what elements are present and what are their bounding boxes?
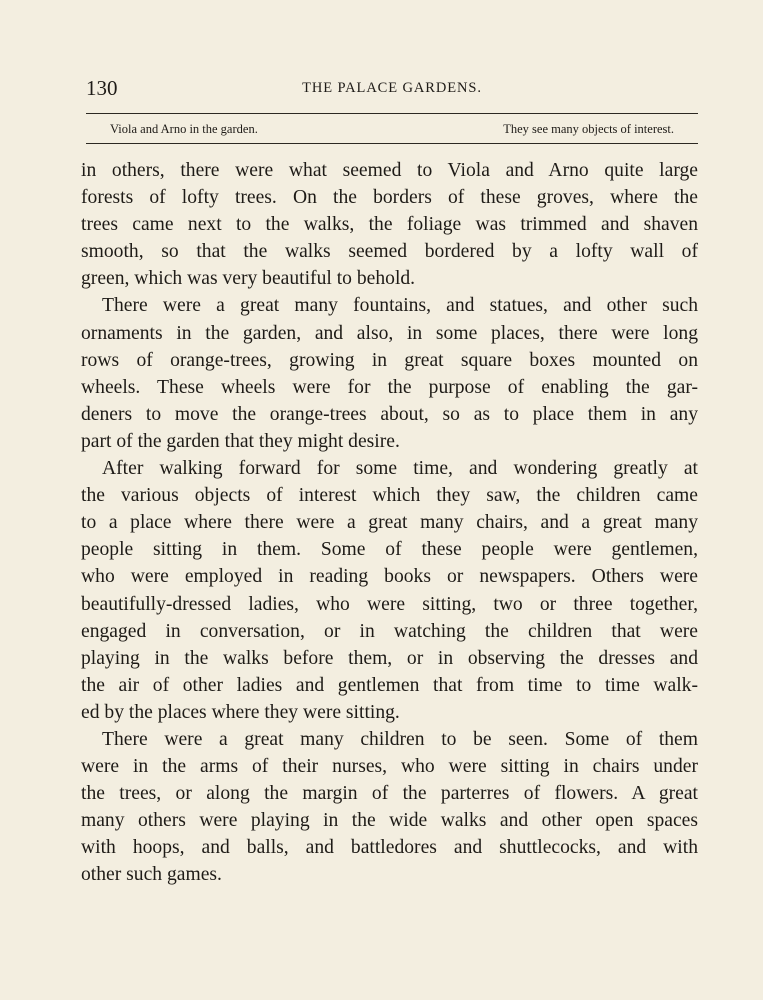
side-note-right: They see many objects of interest. [503, 122, 674, 136]
text-line: There were a great many children to be seen. Some of them [102, 728, 698, 750]
paragraph [81, 292, 698, 455]
text-line: the various objects of interest which they saw, the children came [81, 485, 698, 507]
text-line: in others, there were what seemed to Viola and Arno quite large [81, 160, 698, 181]
side-note-rule [86, 143, 698, 144]
side-notes [110, 121, 674, 139]
text-line: trees came next to the walks, the foliage was trimmed and shaven [81, 214, 698, 236]
text-line: green, which was very beautiful to behold. [81, 268, 416, 290]
text-line: engaged in conversation, or in watching the children that were [81, 620, 698, 642]
paragraph [81, 157, 698, 292]
text-line: the trees, or along the margin of the parterres of flowers. A great [81, 783, 698, 805]
text-line: the air of other ladies and gentlemen that from time to time walk- [81, 674, 698, 696]
text-line: deners to move the orange-trees about, so as to place them in any [81, 403, 698, 425]
paragraph [81, 455, 698, 726]
text-line: wheels. These wheels were for the purpose of enabling the gar- [81, 376, 698, 398]
text-line: ed by the places where they were sitting. [81, 701, 400, 723]
text-line: part of the garden that they might desire. [81, 430, 400, 452]
text-line: to a place where there were a great many chairs, and a great many [81, 512, 698, 534]
text-line: ornaments in the garden, and also, in some places, there were long [81, 322, 698, 344]
text-line: with hoops, and balls, and battledores and shuttlecocks, and with [81, 837, 698, 859]
side-note-left: Viola and Arno in the garden. [110, 122, 258, 136]
page-number: 130 [86, 76, 118, 100]
text-line: beautifully-dressed ladies, who were sitting, two or three together, [81, 593, 698, 615]
text-line: many others were playing in the wide walks and other open spaces [81, 810, 698, 832]
text-line: who were employed in reading books or newspapers. Others were [81, 566, 698, 588]
text-line: rows of orange-trees, growing in great square boxes mounted on [81, 349, 698, 371]
text-line: were in the arms of their nurses, who were sitting in chairs under [81, 756, 698, 778]
text-line: After walking forward for some time, and wondering greatly at [102, 458, 698, 480]
text-line: playing in the walks before them, or in observing the dresses and [81, 647, 698, 669]
running-title: THE PALACE GARDENS. [302, 80, 482, 96]
text-line: There were a great many fountains, and statues, and other such [102, 295, 698, 317]
text-line: other such games. [81, 864, 222, 886]
running-head [86, 76, 698, 100]
text-line: forests of lofty trees. On the borders of these groves, where the [81, 187, 698, 209]
text-line: people sitting in them. Some of these people were gentlemen, [81, 539, 698, 561]
text-line: smooth, so that the walks seemed bordered by a lofty wall of [81, 241, 698, 263]
body-text [81, 157, 698, 889]
paragraph [81, 726, 698, 889]
header-rule [86, 113, 698, 114]
